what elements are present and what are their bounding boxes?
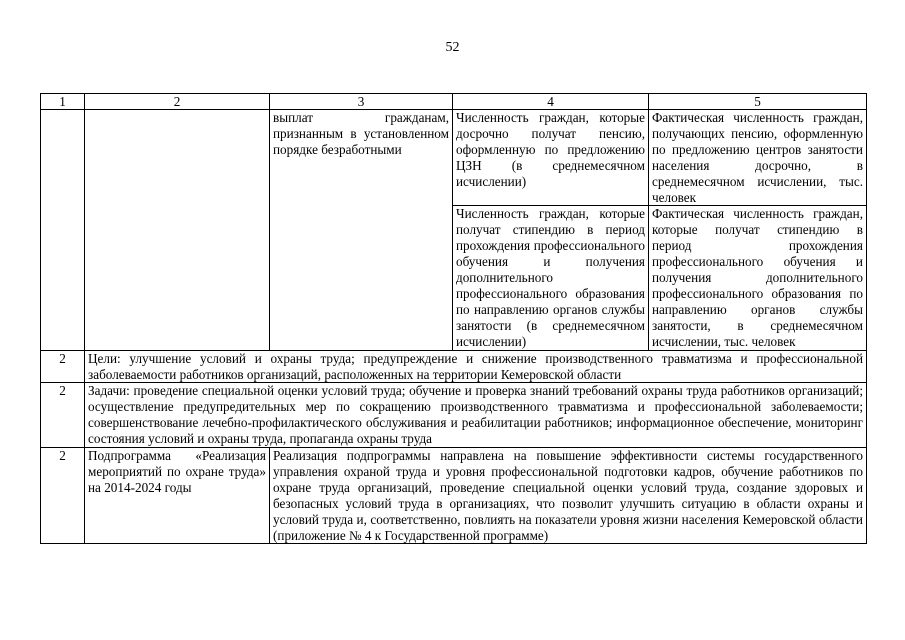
tasks-num: 2 bbox=[41, 383, 85, 448]
indicator-pension: Численность граждан, которые досрочно получат пенсию, оформленную по предложению ЦЗН (в среднемесячном исчислении) bbox=[453, 110, 649, 206]
goals-text: Цели: улучшение условий и охраны труда; предупреждение и снижение производственного травматизма и профессиональной заболеваемости работников организаций, расположенных на территории Кемеровской области bbox=[85, 350, 867, 383]
subprogram-num: 2 bbox=[41, 448, 85, 544]
tasks-text: Задачи: проведение специальной оценки условий труда; обучение и проверка знаний требований охраны труда работников организаций; осуществление предупредительных мер по сокращению производственного травматизма и профессиональной заболеваемости; совершенствование лечебно-профилактического обслуживания и реабилитации работников; информационное обеспечение, мониторинг состояния условий и охраны труда, пропаганда охраны труда bbox=[85, 383, 867, 448]
continuation-row-1 bbox=[41, 110, 867, 206]
subprogram-name: Подпрограмма «Реализация мероприятий по охране труда» на 2014-2024 годы bbox=[85, 448, 270, 544]
program-table bbox=[40, 93, 867, 544]
cont-col-3-text: выплат гражданам, признанным в установленном порядке безработными bbox=[270, 110, 453, 351]
cont-col-2 bbox=[85, 110, 270, 351]
indicator-stipend-desc: Фактическая численность граждан, которые получат стипендию в период прохождения профессионального обучения и получения дополнительного профессионального образования по направлению органов службы занятости, в среднемесячном исчислении, тыс. человек bbox=[649, 206, 867, 350]
goals-num: 2 bbox=[41, 350, 85, 383]
subprogram-text: Реализация подпрограммы направлена на повышение эффективности системы государственного управления охраной труда и уровня профессиональной подготовки кадров, обучение работников по охране труда организаций, проведение специальной оценки условий труда, создание здоровых и безопасных условий труда в организациях, что позволит улучшить ситуацию в области охраны и условий труда и, соответственно, повлиять на показатели уровня жизни населения Кемеровской области (приложение № 4 к Государственной программе) bbox=[270, 448, 867, 544]
goals-row bbox=[41, 350, 867, 383]
header-row bbox=[41, 94, 867, 110]
header-col-4: 4 bbox=[453, 94, 649, 110]
header-col-2: 2 bbox=[85, 94, 270, 110]
header-col-5: 5 bbox=[649, 94, 867, 110]
indicator-stipend: Численность граждан, которые получат стипендию в период прохождения профессионального обучения и получения дополнительного профессионального образования по направлению органов службы занятости (в среднемесячном исчислении) bbox=[453, 206, 649, 350]
cont-col-1 bbox=[41, 110, 85, 351]
header-col-1: 1 bbox=[41, 94, 85, 110]
tasks-row bbox=[41, 383, 867, 448]
subprogram-row bbox=[41, 448, 867, 544]
header-col-3: 3 bbox=[270, 94, 453, 110]
page-number: 52 bbox=[445, 40, 460, 55]
indicator-pension-desc: Фактическая численность граждан, получающих пенсию, оформленную по предложению центров занятости населения досрочно, в среднемесячном исчислении, тыс. человек bbox=[649, 110, 867, 206]
